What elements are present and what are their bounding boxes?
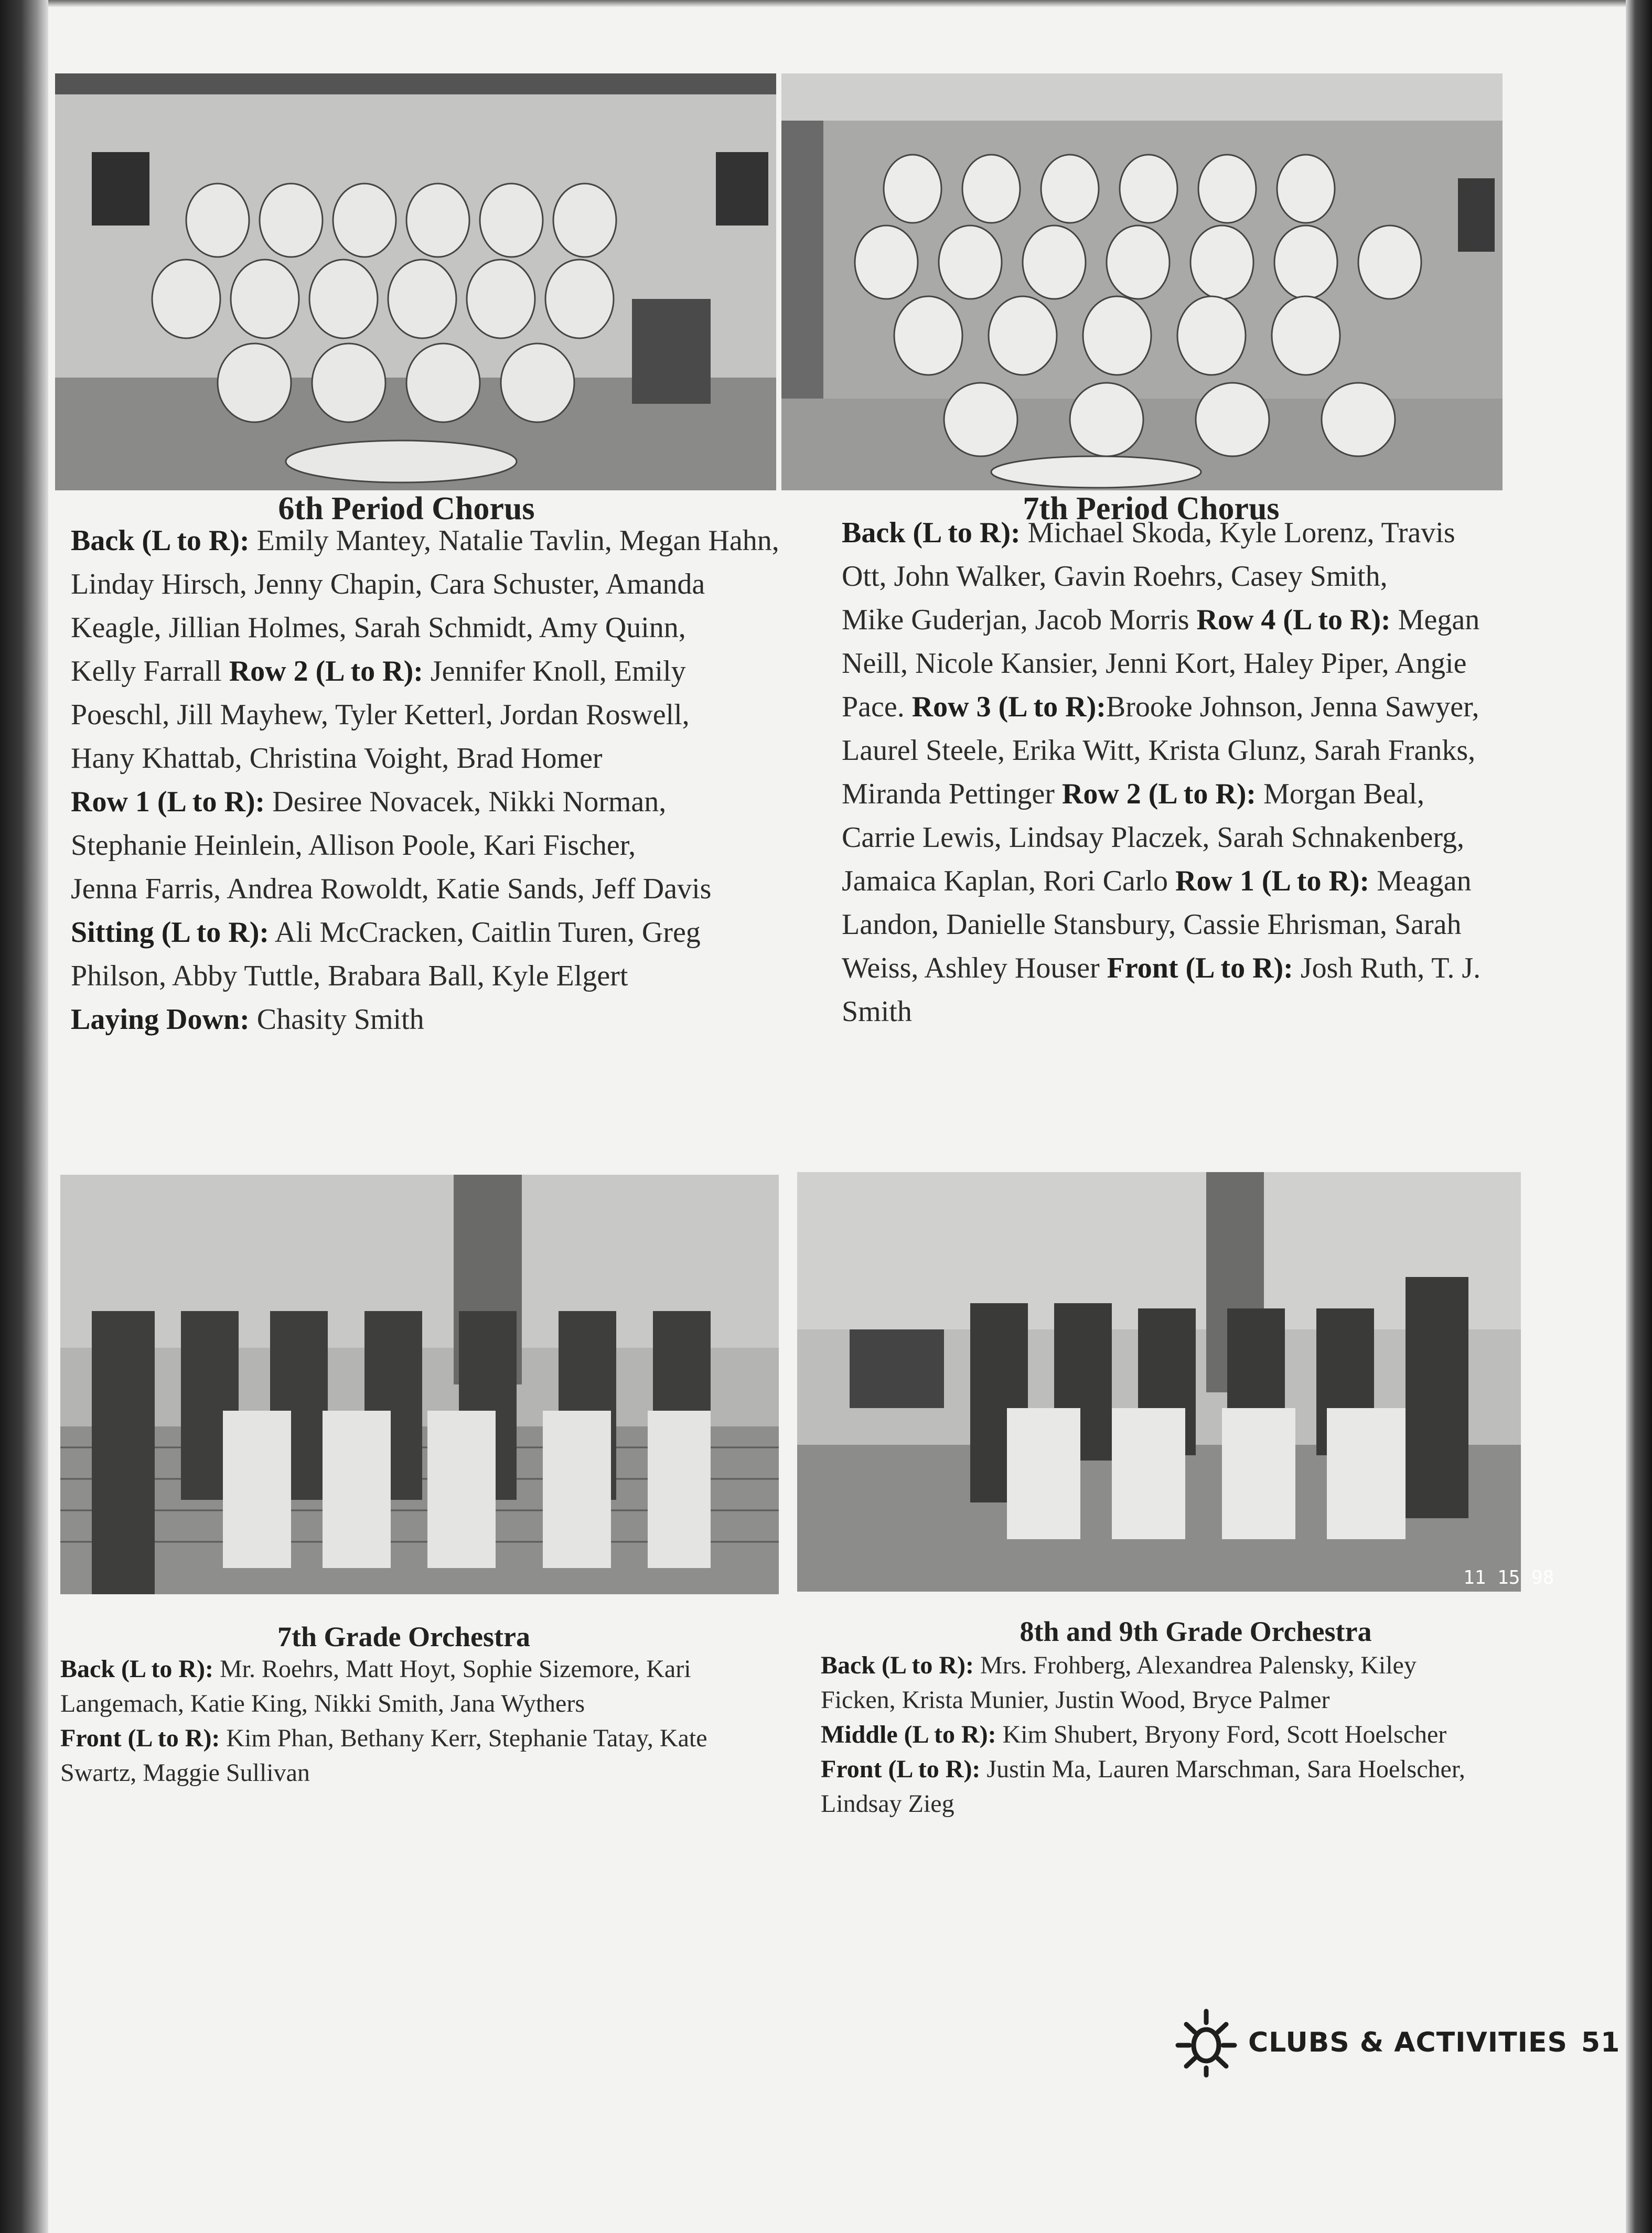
sun-icon	[1175, 2006, 1238, 2079]
name-list: Carrie Lewis, Lindsay Placzek, Sarah Schnakenberg,	[842, 821, 1465, 854]
name-list: Ott, John Walker, Gavin Roehrs, Casey Smith,	[842, 560, 1388, 593]
row-label: Front (L to R):	[821, 1755, 981, 1783]
row-label: Back (L to R):	[60, 1655, 213, 1683]
name-list: Swartz, Maggie Sullivan	[60, 1759, 310, 1787]
group-photo-orchestra-8-9	[797, 1172, 1554, 1592]
name-list: Pace.	[842, 691, 912, 723]
caption-line	[71, 737, 779, 780]
row-label: Row 3 (L to R):	[911, 691, 1106, 723]
photo-date-stamp: 11 15 98	[1463, 1567, 1554, 1588]
row-label: Front (L to R):	[60, 1724, 220, 1752]
caption-line	[71, 998, 779, 1042]
caption-line	[71, 693, 779, 737]
name-list: Jennifer Knoll, Emily	[423, 655, 686, 688]
caption-line	[842, 642, 1524, 685]
row-label: Middle (L to R):	[821, 1721, 996, 1748]
name-list: Kim Shubert, Bryony Ford, Scott Hoelscher	[996, 1721, 1447, 1748]
row-label: Row 2 (L to R):	[1061, 778, 1257, 810]
caption-line	[821, 1752, 1555, 1787]
name-list: Desiree Novacek, Nikki Norman,	[265, 786, 667, 818]
name-list: Ali McCracken, Caitlin Turen, Greg	[269, 916, 701, 949]
name-list: Linday Hirsch, Jenny Chapin, Cara Schuster, Amanda	[71, 568, 705, 600]
name-list: Laurel Steele, Erika Witt, Krista Glunz, Sarah Franks,	[842, 734, 1476, 767]
caption-line	[821, 1683, 1555, 1717]
photo-6th-period-chorus	[55, 73, 776, 490]
name-list: Stephanie Heinlein, Allison Poole, Kari Fischer,	[71, 829, 636, 862]
section-title-8th-9th-grade-orchestra: 8th and 9th Grade Orchestra	[1020, 1616, 1372, 1647]
name-list: Hany Khattab, Christina Voight, Brad Homer	[71, 742, 603, 775]
name-list: Ficken, Krista Munier, Justin Wood, Bryce Palmer	[821, 1686, 1330, 1714]
caption-line	[71, 954, 779, 998]
caption-line	[71, 650, 779, 693]
caption-6th-period-chorus	[71, 519, 779, 1042]
scan-binding-left	[0, 0, 48, 2233]
name-list: Langemach, Katie King, Nikki Smith, Jana Wythers	[60, 1690, 585, 1717]
row-label: Laying Down:	[71, 1003, 250, 1036]
caption-line	[71, 824, 779, 867]
caption-line	[821, 1787, 1555, 1821]
section-title-7th-grade-orchestra: 7th Grade Orchestra	[277, 1621, 530, 1652]
caption-line	[71, 519, 779, 563]
caption-line	[842, 598, 1524, 642]
name-list: Josh Ruth, T. J.	[1293, 952, 1481, 984]
row-label: Front (L to R):	[1107, 952, 1293, 984]
caption-8th-9th-grade-orchestra	[821, 1648, 1555, 1821]
name-list: Mrs. Frohberg, Alexandrea Palensky, Kiley	[973, 1651, 1417, 1679]
caption-line	[842, 511, 1524, 555]
caption-line	[842, 685, 1524, 729]
photo-7th-grade-orchestra	[60, 1175, 779, 1594]
page-footer	[1175, 2006, 1620, 2079]
name-list: Meagan	[1369, 865, 1472, 897]
section-title-7th-period-chorus: 7th Period Chorus	[1023, 491, 1280, 527]
photo-7th-period-chorus	[781, 73, 1503, 490]
name-list: Keagle, Jillian Holmes, Sarah Schmidt, Amy Quinn,	[71, 611, 686, 644]
name-list: Mr. Roehrs, Matt Hoyt, Sophie Sizemore, Kari	[213, 1655, 691, 1683]
group-photo-chorus-6	[55, 73, 776, 490]
name-list: Landon, Danielle Stansbury, Cassie Ehrisman, Sarah	[842, 908, 1462, 941]
name-list: Michael Skoda, Kyle Lorenz, Travis	[1020, 517, 1455, 549]
row-label: Back (L to R):	[71, 524, 250, 557]
footer-section-label: CLUBS & ACTIVITIES	[1248, 2027, 1568, 2058]
name-list: Mike Guderjan, Jacob Morris	[842, 604, 1197, 636]
name-list: Justin Ma, Lauren Marschman, Sara Hoelscher,	[980, 1755, 1465, 1783]
name-list: Lindsay Zieg	[821, 1790, 954, 1818]
row-label: Sitting (L to R):	[71, 916, 269, 949]
row-label: Row 1 (L to R):	[1175, 865, 1370, 897]
row-label: Row 1 (L to R):	[71, 786, 265, 818]
caption-line	[821, 1717, 1555, 1752]
caption-line	[842, 860, 1524, 903]
caption-line	[842, 947, 1524, 990]
name-list: Kelly Farrall	[71, 655, 229, 688]
caption-line	[60, 1687, 795, 1721]
caption-line	[60, 1652, 795, 1687]
name-list: Morgan Beal,	[1256, 778, 1424, 810]
name-list: Neill, Nicole Kansier, Jenni Kort, Haley Piper, Angie	[842, 647, 1467, 680]
caption-line	[842, 990, 1524, 1034]
caption-line	[71, 911, 779, 954]
name-list: Emily Mantey, Natalie Tavlin, Megan Hahn,	[249, 524, 779, 557]
caption-line	[60, 1721, 795, 1756]
caption-line	[842, 772, 1524, 816]
name-list: Poeschl, Jill Mayhew, Tyler Ketterl, Jordan Roswell,	[71, 699, 690, 731]
section-title-6th-period-chorus: 6th Period Chorus	[278, 491, 535, 527]
row-label: Back (L to R):	[842, 517, 1021, 549]
name-list: Jenna Farris, Andrea Rowoldt, Katie Sands, Jeff Davis	[71, 873, 712, 905]
caption-line	[71, 867, 779, 911]
name-list: Kim Phan, Bethany Kerr, Stephanie Tatay, Kate	[220, 1724, 707, 1752]
caption-line	[842, 555, 1524, 598]
caption-7th-period-chorus	[842, 511, 1524, 1034]
caption-line	[71, 780, 779, 824]
caption-line	[842, 903, 1524, 947]
row-label: Row 4 (L to R):	[1196, 604, 1391, 636]
scan-binding-right	[1626, 0, 1652, 2233]
page-number: 51	[1581, 2027, 1621, 2058]
name-list: Brooke Johnson, Jenna Sawyer,	[1106, 691, 1479, 723]
row-label: Back (L to R):	[821, 1651, 974, 1679]
group-photo-chorus-7	[781, 73, 1503, 490]
scan-edge-top	[48, 0, 1626, 7]
photo-8th-9th-grade-orchestra	[797, 1172, 1554, 1592]
name-list: Philson, Abby Tuttle, Brabara Ball, Kyle Elgert	[71, 960, 628, 992]
caption-7th-grade-orchestra	[60, 1652, 795, 1790]
name-list: Smith	[842, 995, 912, 1028]
row-label: Row 2 (L to R):	[229, 655, 423, 688]
caption-line	[71, 563, 779, 606]
caption-line	[60, 1756, 795, 1790]
name-list: Miranda Pettinger	[842, 778, 1062, 810]
group-photo-orchestra-7	[60, 1175, 779, 1594]
name-list: Chasity Smith	[249, 1003, 424, 1036]
caption-line	[842, 816, 1524, 860]
caption-line	[71, 606, 779, 650]
name-list: Weiss, Ashley Houser	[842, 952, 1107, 984]
caption-line	[842, 729, 1524, 772]
caption-line	[821, 1648, 1555, 1683]
name-list: Jamaica Kaplan, Rori Carlo	[842, 865, 1176, 897]
name-list: Megan	[1390, 604, 1480, 636]
